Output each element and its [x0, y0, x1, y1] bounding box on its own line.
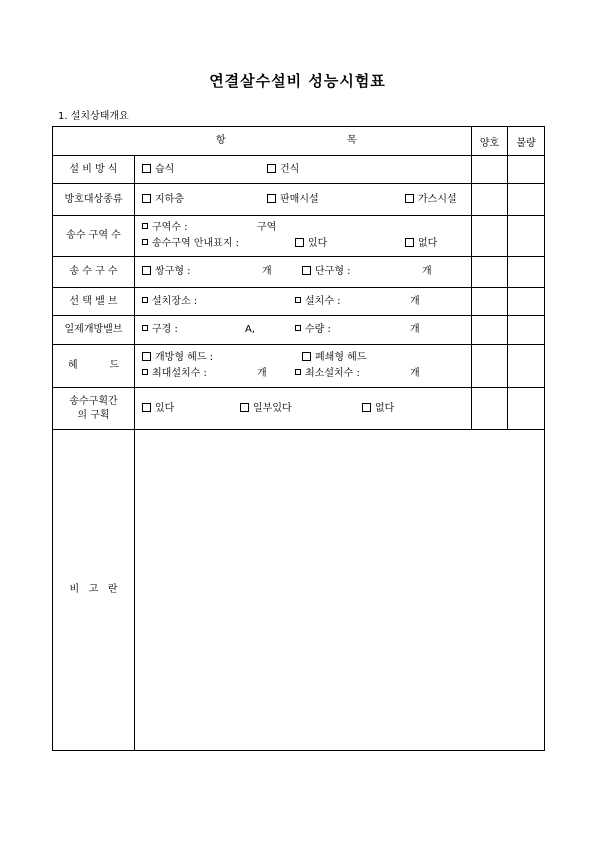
bad-cell[interactable]	[508, 288, 545, 316]
good-cell[interactable]	[472, 316, 508, 345]
row-valve	[53, 288, 545, 316]
bad-cell[interactable]	[508, 156, 545, 184]
max-count-label: 최대설치수 :	[152, 368, 207, 379]
zone-count-label: 구역수 :	[152, 222, 188, 233]
row-method	[53, 156, 545, 184]
twin-inlet-unit: 개	[262, 266, 272, 277]
row-protect-label: 방호대상종류	[53, 184, 135, 216]
checkbox-retail[interactable]	[267, 194, 276, 203]
good-cell[interactable]	[472, 156, 508, 184]
single-inlet-unit: 개	[422, 266, 432, 277]
checkbox-twin-inlet[interactable]	[142, 266, 151, 275]
option-retail: 판매시설	[280, 193, 319, 205]
row-head	[53, 345, 545, 388]
option-basement: 지하층	[155, 193, 184, 205]
bullet-icon	[142, 297, 148, 303]
zone-count-unit: 구역	[257, 222, 277, 233]
page-title: 연결살수설비 성능시험표	[209, 72, 386, 90]
checkbox-open-head[interactable]	[142, 352, 151, 361]
good-cell[interactable]	[472, 288, 508, 316]
bullet-icon	[295, 325, 301, 331]
min-count-unit: 개	[410, 368, 420, 379]
header-row	[53, 127, 545, 156]
checkbox-wet[interactable]	[142, 164, 151, 173]
option-division-partial: 일부있다	[253, 402, 292, 414]
open-head-label: 개방형 헤드 :	[155, 352, 214, 363]
row-head-label: 헤 드	[53, 345, 135, 388]
bad-cell[interactable]	[508, 184, 545, 216]
bullet-icon	[142, 239, 148, 245]
row-zone	[53, 216, 545, 257]
bullet-icon	[142, 223, 148, 229]
row-remarks-label: 비 고 란	[53, 430, 135, 751]
header-bad: 불량	[508, 127, 545, 156]
bad-cell[interactable]	[508, 257, 545, 288]
bad-cell[interactable]	[508, 316, 545, 345]
option-dry: 건식	[280, 163, 300, 175]
row-protect	[53, 184, 545, 216]
option-division-yes: 있다	[155, 402, 175, 414]
row-deluge-label: 일제개방밸브	[53, 316, 135, 345]
section-title: 1. 설치상태개요	[58, 111, 129, 122]
row-zone-label: 송수 구역 수	[53, 216, 135, 257]
deluge-diameter-label: 구경 :	[152, 324, 178, 335]
single-inlet-label: 단구형 :	[315, 266, 351, 277]
option-gas: 가스시설	[418, 193, 457, 205]
row-valve-label: 선 택 밸 브	[53, 288, 135, 316]
bullet-icon	[142, 369, 148, 375]
row-method-label: 설 비 방 식	[53, 156, 135, 184]
bullet-icon	[295, 369, 301, 375]
zone-sign-label: 송수구역 안내표지 :	[152, 238, 240, 249]
row-inlet-label: 송 수 구 수	[53, 257, 135, 288]
option-wet: 습식	[155, 163, 175, 175]
option-sign-yes: 있다	[308, 238, 328, 249]
deluge-qty-unit: 개	[410, 324, 420, 335]
remarks-area[interactable]	[135, 430, 545, 751]
header-item-b: 목	[347, 135, 357, 146]
checkbox-dry[interactable]	[267, 164, 276, 173]
row-inlet	[53, 257, 545, 288]
checkbox-single-inlet[interactable]	[302, 266, 311, 275]
row-deluge	[53, 316, 545, 345]
checkbox-sign-yes[interactable]	[295, 238, 304, 247]
closed-head-label: 폐쇄형 헤드	[315, 352, 367, 363]
good-cell[interactable]	[472, 388, 508, 430]
bad-cell[interactable]	[508, 345, 545, 388]
bullet-icon	[142, 325, 148, 331]
inspection-table	[52, 126, 545, 751]
deluge-diameter-unit: A,	[245, 324, 256, 335]
option-division-no: 없다	[375, 402, 395, 414]
good-cell[interactable]	[472, 184, 508, 216]
row-remarks	[53, 430, 545, 751]
min-count-label: 최소설치수 :	[305, 368, 360, 379]
checkbox-closed-head[interactable]	[302, 352, 311, 361]
twin-inlet-label: 쌍구형 :	[155, 266, 191, 277]
checkbox-basement[interactable]	[142, 194, 151, 203]
good-cell[interactable]	[472, 257, 508, 288]
checkbox-division-yes[interactable]	[142, 403, 151, 412]
valve-count-label: 설치수 :	[305, 295, 341, 307]
option-sign-no: 없다	[418, 238, 438, 249]
deluge-qty-label: 수량 :	[305, 324, 331, 335]
checkbox-gas[interactable]	[405, 194, 414, 203]
valve-count-unit: 개	[410, 295, 420, 307]
good-cell[interactable]	[472, 216, 508, 257]
checkbox-division-partial[interactable]	[240, 403, 249, 412]
checkbox-sign-no[interactable]	[405, 238, 414, 247]
header-good: 양호	[472, 127, 508, 156]
good-cell[interactable]	[472, 345, 508, 388]
valve-location-label: 설치장소 :	[152, 295, 198, 307]
checkbox-division-no[interactable]	[362, 403, 371, 412]
header-item-a: 항	[216, 135, 226, 146]
bad-cell[interactable]	[508, 216, 545, 257]
row-division-label: 송수구획간 의 구획	[53, 388, 135, 430]
row-division	[53, 388, 545, 430]
bad-cell[interactable]	[508, 388, 545, 430]
bullet-icon	[295, 297, 301, 303]
max-count-unit: 개	[257, 368, 267, 379]
